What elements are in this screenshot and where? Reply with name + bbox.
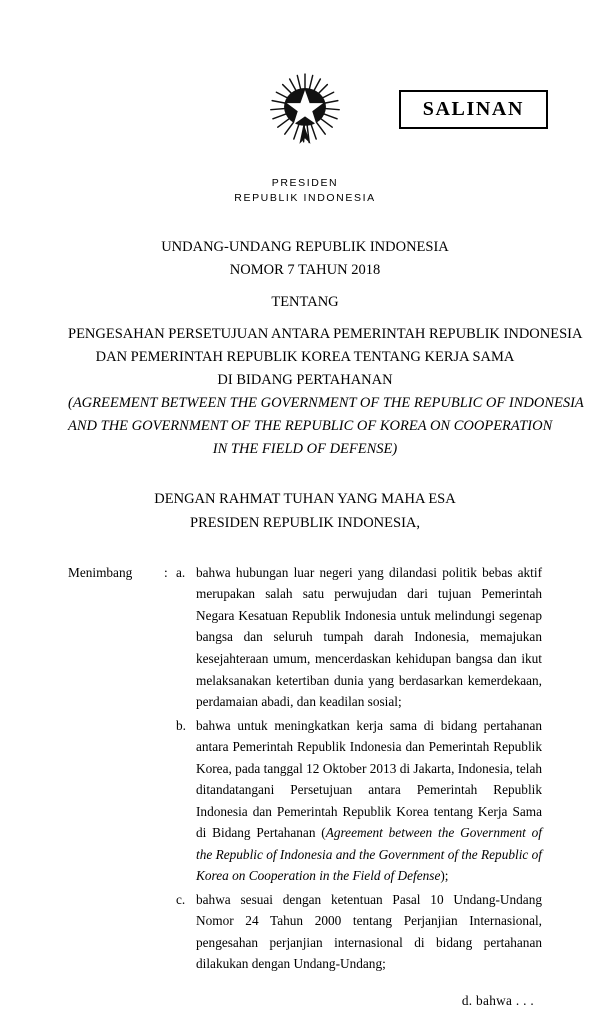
item-paragraph-a: bahwa hubungan luar negeri yang dilandasi politik bebas aktif merupakan salah satu perwujudan dari tujuan Pemerintah Negara Kesatuan Republik Indonesia untuk melindungi segenap bangsa dan seluruh tumpah darah Indonesia, memajukan kesejahteraan umum, mencerdaskan kehidupan bangsa dan ikut melaksanakan ketertiban dunia yang berdasarkan kemerdekaan, perdamaian abadi, dan keadilan sosial;	[196, 564, 542, 710]
title-line-6: DI BIDANG PERTAHANAN	[217, 371, 393, 388]
item-text-a	[196, 562, 542, 713]
salinan-stamp	[399, 90, 548, 129]
title-line-5: DAN PEMERINTAH REPUBLIK KOREA TENTANG KERJA SAMA	[95, 349, 515, 366]
item-paragraph-c: bahwa sesuai dengan ketentuan Pasal 10 Undang-Undang Nomor 24 Tahun 2000 tentang Perjanjian Internasional, pengesahan perjanjian internasional di bidang pertahanan dilakukan dengan Undang-Undang;	[196, 891, 542, 972]
item-marker-a: a.	[176, 564, 186, 580]
item-b-part2: );	[440, 868, 449, 884]
item-b-italic-title: Agreement between the Government of the Republic of Indonesia and the Government of the Republic of Korea on Cooperation in the Field of Defense	[196, 825, 542, 884]
title-line-4: PENGESAHAN PERSETUJUAN ANTARA PEMERINTAH REPUBLIK INDONESIA	[68, 326, 583, 343]
item-marker-b: b.	[176, 717, 186, 733]
title-spacer-1	[68, 282, 542, 291]
list-item	[176, 715, 542, 887]
list-item	[176, 562, 542, 713]
preamble-line-2: PRESIDEN REPUBLIK INDONESIA,	[190, 515, 420, 532]
title-line-7: (AGREEMENT BETWEEN THE GOVERNMENT OF THE REPUBLIC OF INDONESIA	[68, 394, 584, 411]
title-line-1: UNDANG-UNDANG REPUBLIK INDONESIA	[161, 239, 449, 256]
salinan-label: SALINAN	[422, 98, 524, 120]
garuda-star-emblem	[263, 72, 347, 146]
document-title-block	[68, 236, 584, 460]
item-marker-c: c.	[176, 891, 186, 907]
title-line-8: AND THE GOVERNMENT OF THE REPUBLIC OF KOREA ON COOPERATION	[68, 417, 553, 434]
title-spacer-2	[68, 314, 542, 323]
considering-items	[176, 562, 542, 977]
presiden-heading-line2: REPUBLIK INDONESIA	[234, 192, 376, 205]
presiden-heading-line1: PRESIDEN	[271, 177, 339, 189]
item-text-b	[196, 715, 542, 887]
page-catchword: d. bahwa . . .	[461, 992, 534, 1008]
title-line-2: NOMOR 7 TAHUN 2018	[229, 262, 381, 279]
title-line-9: IN THE FIELD OF DEFENSE)	[212, 440, 398, 457]
document-header	[68, 62, 542, 182]
title-line-3: TENTANG	[271, 294, 339, 311]
item-b-part1: bahwa untuk meningkatkan kerja sama di bidang pertahanan antara Pemerintah Republik Indonesia dan Pemerintah Republik Korea, pada tanggal 12 Oktober 2013 di Jakarta, Indonesia, telah ditandatangani Persetujuan antara Pemerintah Republik Indonesia dan Pemerintah Republik Korea tentang Kerja Sama di Bidang Pertahanan (	[196, 717, 542, 841]
considering-section	[68, 562, 542, 977]
item-paragraph-b	[196, 715, 542, 887]
considering-colon: :	[164, 564, 168, 580]
preamble-block	[68, 487, 542, 536]
preamble-line-1: DENGAN RAHMAT TUHAN YANG MAHA ESA	[154, 490, 456, 507]
considering-label: Menimbang	[68, 564, 133, 580]
document-page	[0, 62, 610, 1008]
